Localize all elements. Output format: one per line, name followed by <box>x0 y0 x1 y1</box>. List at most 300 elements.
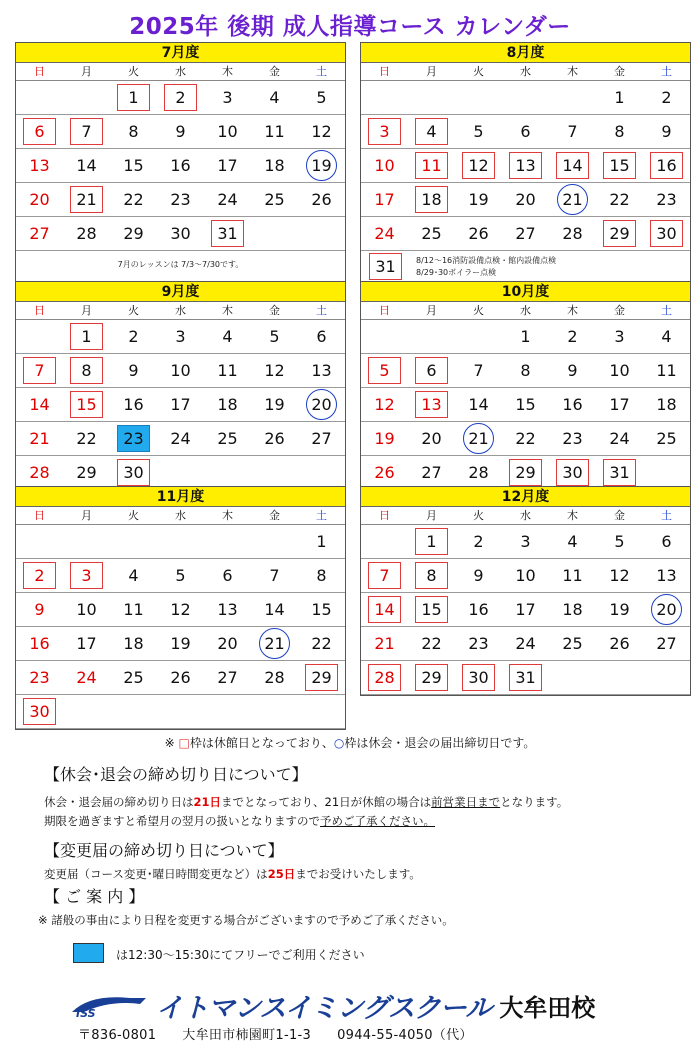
day-cell <box>110 525 157 559</box>
day-number: 14 <box>76 156 97 175</box>
day-number: 12 <box>462 152 495 179</box>
day-number: 24 <box>217 190 238 209</box>
day-cell <box>204 183 251 217</box>
day-number: 20 <box>29 190 50 209</box>
day-number: 11 <box>264 122 285 141</box>
day-number: 19 <box>170 634 191 653</box>
day-number: 23 <box>29 668 50 687</box>
logo-mark-text: ISS <box>76 1007 96 1018</box>
day-number: 19 <box>374 429 395 448</box>
day-cell <box>455 217 502 251</box>
weekday-label: 日 <box>34 304 45 317</box>
day-cell <box>251 695 298 729</box>
free-use-swatch <box>73 943 104 963</box>
weekday-label: 金 <box>614 65 625 78</box>
day-cell <box>157 627 204 661</box>
day-cell <box>298 320 345 354</box>
day-number: 29 <box>305 664 338 691</box>
text: となります。 <box>500 795 569 809</box>
day-number: 30 <box>462 664 495 691</box>
day-number: 14 <box>468 395 489 414</box>
day-cell <box>596 183 643 217</box>
day-number: 18 <box>123 634 144 653</box>
day-number: 28 <box>562 224 583 243</box>
day-number: 17 <box>609 395 630 414</box>
day-number: 8 <box>316 566 327 585</box>
day-cell <box>549 354 596 388</box>
weekday-label: 日 <box>34 509 45 522</box>
weekday-label: 水 <box>520 304 531 317</box>
month-note: 7月のレッスンは 7/3～7/30です。 <box>117 260 244 269</box>
day-cell <box>110 422 157 456</box>
day-cell <box>361 627 408 661</box>
day-cell <box>408 81 455 115</box>
day-cell <box>204 661 251 695</box>
day-cell <box>502 115 549 149</box>
day-number: 5 <box>269 327 280 346</box>
day-number: 21 <box>463 423 494 454</box>
day-cell <box>110 217 157 251</box>
day-cell <box>455 627 502 661</box>
day-cell <box>204 354 251 388</box>
day-number: 16 <box>650 152 683 179</box>
day-cell <box>502 627 549 661</box>
day-number: 26 <box>468 224 489 243</box>
day-number: 15 <box>70 391 103 418</box>
day-number: 17 <box>76 634 97 653</box>
day-cell <box>596 354 643 388</box>
day-number: 6 <box>23 118 56 145</box>
legend-text-deadline: 枠は休会・退会の届出締切日です。 <box>344 736 536 750</box>
footer-contact <box>78 1024 499 1043</box>
day-cell <box>110 81 157 115</box>
day-number: 11 <box>656 361 677 380</box>
day-number: 21 <box>374 634 395 653</box>
day-cell <box>455 149 502 183</box>
day-cell <box>63 627 110 661</box>
weekday-label: 木 <box>222 304 233 317</box>
day-cell <box>16 354 63 388</box>
day-cell <box>298 149 345 183</box>
day-cell <box>63 217 110 251</box>
day-grid <box>361 525 690 695</box>
weekday-label: 月 <box>81 304 92 317</box>
day-cell <box>643 81 690 115</box>
day-number: 4 <box>567 532 578 551</box>
calendar-october <box>360 281 691 491</box>
day-cell <box>298 81 345 115</box>
day-cell <box>549 456 596 490</box>
day-cell <box>298 217 345 251</box>
day-number: 16 <box>468 600 489 619</box>
weekday-label: 水 <box>520 65 531 78</box>
day-number: 9 <box>473 566 484 585</box>
day-number: 6 <box>415 357 448 384</box>
day-number: 29 <box>76 463 97 482</box>
day-number: 28 <box>29 463 50 482</box>
day-cell <box>298 695 345 729</box>
day-cell <box>549 559 596 593</box>
day-number: 27 <box>217 668 238 687</box>
day-cell <box>643 115 690 149</box>
day-cell <box>298 422 345 456</box>
day-cell <box>455 354 502 388</box>
day-number: 13 <box>509 152 542 179</box>
day-cell <box>251 456 298 490</box>
day-number: 16 <box>562 395 583 414</box>
day-cell <box>643 354 690 388</box>
day-number: 1 <box>316 532 327 551</box>
day-cell <box>16 388 63 422</box>
day-grid <box>361 320 690 490</box>
weekday-label: 金 <box>614 304 625 317</box>
day-cell <box>251 422 298 456</box>
day-cell <box>110 388 157 422</box>
weekday-label: 火 <box>473 304 484 317</box>
day-number: 25 <box>656 429 677 448</box>
day-cell <box>16 695 63 729</box>
maintenance-note-line: 8/29･30ボイラー点検 <box>416 267 497 277</box>
weekday-label: 木 <box>567 65 578 78</box>
iss-logo-icon <box>70 992 148 1018</box>
day-number: 3 <box>520 532 531 551</box>
day-number: 17 <box>170 395 191 414</box>
day-cell <box>204 388 251 422</box>
day-cell <box>502 661 549 695</box>
day-number: 25 <box>217 429 238 448</box>
weekday-label: 金 <box>269 304 280 317</box>
weekday-header <box>16 302 345 320</box>
day-number: 13 <box>217 600 238 619</box>
day-cell <box>204 456 251 490</box>
day-cell <box>157 388 204 422</box>
day-cell <box>157 695 204 729</box>
day-number: 31 <box>509 664 542 691</box>
day-number: 6 <box>222 566 233 585</box>
day-cell <box>596 320 643 354</box>
day-number: 22 <box>609 190 630 209</box>
month-title: 10月度 <box>361 282 690 302</box>
section-change-line1 <box>44 865 684 884</box>
text: 休会・退会届の締め切り日は <box>44 795 194 809</box>
day-number: 10 <box>609 361 630 380</box>
weekday-label: 金 <box>269 65 280 78</box>
day-cell <box>455 81 502 115</box>
day-number: 4 <box>128 566 139 585</box>
day-cell <box>596 115 643 149</box>
text: までお受けいたします。 <box>295 867 421 881</box>
day-cell <box>157 559 204 593</box>
weekday-label: 月 <box>426 509 437 522</box>
day-number: 21 <box>29 429 50 448</box>
day-number: 24 <box>170 429 191 448</box>
day-number: 18 <box>415 186 448 213</box>
day-number: 25 <box>264 190 285 209</box>
day-number: 7 <box>23 357 56 384</box>
day-number: 7 <box>269 566 280 585</box>
day-cell <box>408 422 455 456</box>
day-number: 2 <box>128 327 139 346</box>
calendar-december <box>360 486 691 696</box>
day-cell <box>643 183 690 217</box>
day-cell <box>251 81 298 115</box>
weekday-header <box>16 507 345 525</box>
day-cell <box>643 149 690 183</box>
underlined-text: 前営業日まで <box>431 795 501 809</box>
day-number: 9 <box>661 122 672 141</box>
day-cell <box>361 354 408 388</box>
section-leave-deadline <box>44 762 684 831</box>
day-number: 20 <box>217 634 238 653</box>
day-number: 1 <box>117 84 150 111</box>
day-cell <box>408 559 455 593</box>
section-change-title: 【変更届の締め切り日について】 <box>44 841 284 860</box>
free-use-text: は12:30～15:30にてフリーでご利用ください <box>116 948 365 962</box>
day-cell <box>455 320 502 354</box>
day-grid <box>16 320 345 490</box>
day-cell <box>361 217 408 251</box>
day-number: 13 <box>311 361 332 380</box>
day-cell <box>502 320 549 354</box>
day-cell <box>157 320 204 354</box>
day-number: 10 <box>217 122 238 141</box>
day-cell <box>361 422 408 456</box>
weekday-label: 金 <box>269 509 280 522</box>
weekday-label: 月 <box>81 65 92 78</box>
day-cell <box>110 593 157 627</box>
day-cell <box>298 593 345 627</box>
weekday-label: 日 <box>379 304 390 317</box>
day-cell <box>110 456 157 490</box>
page-title: 2025年 後期 成人指導コース カレンダー <box>129 14 571 40</box>
day-cell <box>361 456 408 490</box>
day-number: 2 <box>473 532 484 551</box>
underlined-text: 予めご了承ください。 <box>320 814 435 828</box>
legend-text-closed: 枠は休館日となっており、 <box>189 736 334 750</box>
day-number: 30 <box>23 698 56 725</box>
day-number: 22 <box>76 429 97 448</box>
day-number: 7 <box>567 122 578 141</box>
day-cell <box>549 593 596 627</box>
day-number: 27 <box>515 224 536 243</box>
day-number: 11 <box>123 600 144 619</box>
day-number: 14 <box>556 152 589 179</box>
day-number: 8 <box>70 357 103 384</box>
day-cell <box>361 661 408 695</box>
weekday-header <box>361 302 690 320</box>
weekday-label: 金 <box>614 509 625 522</box>
weekday-label: 水 <box>175 304 186 317</box>
day-cell <box>63 593 110 627</box>
day-number: 26 <box>374 463 395 482</box>
day-cell <box>408 627 455 661</box>
day-cell <box>298 525 345 559</box>
day-cell <box>408 115 455 149</box>
day-number: 10 <box>76 600 97 619</box>
day-number: 22 <box>421 634 442 653</box>
day-cell <box>298 661 345 695</box>
day-cell <box>549 525 596 559</box>
day-cell <box>502 354 549 388</box>
day-cell <box>251 388 298 422</box>
day-cell <box>596 217 643 251</box>
weekday-label: 土 <box>316 304 327 317</box>
weekday-label: 月 <box>81 509 92 522</box>
day-number: 22 <box>515 429 536 448</box>
day-cell <box>204 559 251 593</box>
day-cell <box>455 115 502 149</box>
day-number: 24 <box>515 634 536 653</box>
logo-brand: イトマンスイミングスクール <box>156 992 492 1024</box>
day-cell <box>251 217 298 251</box>
day-cell <box>157 149 204 183</box>
day-cell <box>298 115 345 149</box>
day-cell <box>643 456 690 490</box>
text: 期限を過ぎますと希望月の翌月の扱いとなりますので <box>44 814 320 828</box>
day-number: 5 <box>175 566 186 585</box>
day-cell <box>408 456 455 490</box>
day-number: 7 <box>70 118 103 145</box>
month-title: 12月度 <box>361 487 690 507</box>
day-number: 26 <box>311 190 332 209</box>
day-number: 12 <box>264 361 285 380</box>
day-grid <box>361 81 690 251</box>
day-number: 20 <box>515 190 536 209</box>
day-number: 15 <box>415 596 448 623</box>
day-cell <box>596 149 643 183</box>
day-cell <box>502 456 549 490</box>
weekday-label: 木 <box>567 304 578 317</box>
day-cell <box>16 115 63 149</box>
day-cell <box>63 115 110 149</box>
day-number: 28 <box>76 224 97 243</box>
day-number: 24 <box>374 224 395 243</box>
day-cell <box>157 81 204 115</box>
weekday-label: 月 <box>426 304 437 317</box>
day-cell <box>549 422 596 456</box>
day-number: 23 <box>656 190 677 209</box>
month-extra-row <box>361 251 690 282</box>
weekday-label: 日 <box>379 65 390 78</box>
day-cell <box>298 627 345 661</box>
day-cell <box>110 559 157 593</box>
day-cell <box>251 320 298 354</box>
day-cell <box>643 559 690 593</box>
day-number: 3 <box>614 327 625 346</box>
day-number: 27 <box>656 634 677 653</box>
weekday-header <box>361 63 690 81</box>
day-number: 28 <box>368 664 401 691</box>
calendar-september <box>15 281 346 491</box>
day-number: 23 <box>562 429 583 448</box>
day-cell <box>361 320 408 354</box>
day-cell <box>63 456 110 490</box>
day-cell <box>204 149 251 183</box>
day-cell <box>298 354 345 388</box>
day-number: 31 <box>369 253 402 280</box>
day-cell <box>110 695 157 729</box>
day-number: 20 <box>651 594 682 625</box>
section-leave-line1 <box>44 793 684 812</box>
day-cell <box>502 388 549 422</box>
day-number: 19 <box>264 395 285 414</box>
day-cell <box>110 115 157 149</box>
day-number: 13 <box>656 566 677 585</box>
day-cell <box>549 388 596 422</box>
day-number: 18 <box>562 600 583 619</box>
day-cell <box>643 627 690 661</box>
day-number: 4 <box>415 118 448 145</box>
day-number: 21 <box>557 184 588 215</box>
day-cell <box>204 422 251 456</box>
month-title: 7月度 <box>16 43 345 63</box>
day-number: 16 <box>170 156 191 175</box>
day-cell <box>16 559 63 593</box>
day-grid <box>16 81 345 251</box>
day-number: 14 <box>264 600 285 619</box>
weekday-label: 火 <box>473 509 484 522</box>
day-number: 16 <box>123 395 144 414</box>
day-number: 27 <box>29 224 50 243</box>
day-cell <box>204 525 251 559</box>
footer-address: 大牟田市柿園町1-1-3 <box>182 1028 312 1043</box>
day-cell <box>204 627 251 661</box>
day-number: 29 <box>415 664 448 691</box>
day-number: 11 <box>415 152 448 179</box>
day-cell <box>204 81 251 115</box>
day-number: 20 <box>421 429 442 448</box>
day-cell <box>251 354 298 388</box>
day-number: 4 <box>222 327 233 346</box>
day-number: 27 <box>311 429 332 448</box>
day-cell <box>361 525 408 559</box>
day-number: 25 <box>562 634 583 653</box>
day-cell <box>63 661 110 695</box>
day-cell <box>16 422 63 456</box>
deadline-21: 21日 <box>193 795 222 809</box>
day-cell <box>455 559 502 593</box>
day-number: 14 <box>29 395 50 414</box>
day-cell <box>643 593 690 627</box>
day-number: 25 <box>421 224 442 243</box>
day-cell <box>596 422 643 456</box>
day-number: 29 <box>603 220 636 247</box>
day-number: 20 <box>306 389 337 420</box>
day-cell <box>643 320 690 354</box>
day-number: 26 <box>609 634 630 653</box>
day-cell <box>251 149 298 183</box>
day-cell <box>251 559 298 593</box>
day-cell <box>110 627 157 661</box>
day-cell <box>549 217 596 251</box>
day-number: 3 <box>175 327 186 346</box>
day-cell <box>549 661 596 695</box>
day-number: 18 <box>656 395 677 414</box>
day-cell <box>157 217 204 251</box>
day-number: 7 <box>473 361 484 380</box>
day-number: 6 <box>661 532 672 551</box>
day-cell <box>596 81 643 115</box>
day-cell <box>63 354 110 388</box>
weekday-label: 水 <box>175 509 186 522</box>
day-cell <box>361 81 408 115</box>
day-number: 17 <box>374 190 395 209</box>
day-number: 16 <box>29 634 50 653</box>
day-cell <box>455 593 502 627</box>
day-cell <box>502 422 549 456</box>
month-title: 9月度 <box>16 282 345 302</box>
day-cell <box>110 320 157 354</box>
